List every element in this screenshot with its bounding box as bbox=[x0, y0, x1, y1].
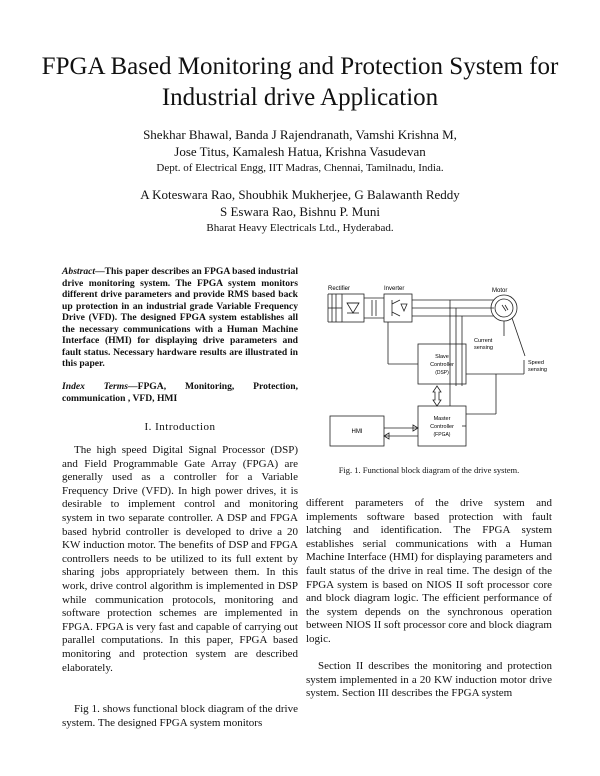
index-terms bbox=[62, 381, 298, 404]
label-master-2: Controller bbox=[430, 424, 454, 430]
authors-line-3: A Koteswara Rao, Shoubhik Mukherjee, G Balawanth Reddy bbox=[140, 187, 460, 202]
label-master-3: (FPGA) bbox=[433, 432, 451, 438]
label-slave-3: (DSP) bbox=[435, 370, 449, 376]
abstract-text: —This paper describes an FPGA based industrial drive monitoring system. The FPGA system monitors different drive parameters and provide RMS based back up protection in an industrial grade Variable Frequency Drive (VFD). The designed FPGA system establishes all the necessary communications with a Human Machine Interface (HMI) for displaying drive parameters and fault status. Necessary hardware results are illustrated in this paper. bbox=[62, 266, 298, 369]
paper-title bbox=[0, 51, 600, 113]
intro-paragraph-4: Section II describes the monitoring and protection system implemented in a 20 KW induction motor drive system. Section III describes the FPGA system bbox=[306, 660, 552, 700]
authors-line-4: S Eswara Rao, Bishnu P. Muni bbox=[220, 204, 380, 219]
figure-caption: Fig. 1. Functional block diagram of the drive system. bbox=[338, 465, 520, 475]
intro-paragraph-3: different parameters of the drive system and implements software based protection with fault latching and identification. The FPGA system establishes serial communications with a Human Machine Interface (HMI) for displaying parameters and fault status of the drive in real time. The design of the FPGA system is based on NIOS II soft processor core and block diagram logic. The efficient performance of the system depends on the synchronous operation between NIOS II soft processor core and block diagram logic. bbox=[306, 497, 552, 645]
label-motor: Motor bbox=[492, 288, 508, 294]
authors-line-2: Jose Titus, Kamalesh Hatua, Krishna Vasudevan bbox=[174, 144, 426, 159]
title-line-1: FPGA Based Monitoring and Protection System for bbox=[41, 53, 559, 80]
affiliation-1: Dept. of Electrical Engg, IIT Madras, Chennai, Tamilnadu, India. bbox=[156, 162, 444, 174]
author-block-1 bbox=[0, 126, 600, 177]
label-inverter: Inverter bbox=[384, 286, 405, 292]
title-line-2: Industrial drive Application bbox=[161, 84, 439, 111]
label-current-sensing-2: sensing bbox=[474, 345, 493, 351]
label-hmi: HMI bbox=[351, 429, 363, 435]
author-block-2 bbox=[0, 186, 600, 237]
abstract-label: Abstract bbox=[62, 266, 96, 277]
label-slave-2: Controller bbox=[430, 362, 454, 368]
intro-paragraph-1: The high speed Digital Signal Processor (DSP) and Field Programmable Gate Array (FPGA) are generally used as a controller for a Variable Frequency Drive (VFD). In high power drives, it is desirable to implement control and monitoring system in two separate controller. A DSP and FPGA based hybrid controller is developed to drive a 20 KW induction motor. The benefits of DSP and FPGA controllers needs to be utilized to its full extent by sharing jobs appropriately between them. In this work, drive control algorithm is implemented in DSP while communication protocols, monitoring and software protection schemes are implemented in FPGA. FPGA is very fast and capable of carrying out parallel computations. In this paper, FPGA based monitoring and protection system are described elaborately. bbox=[62, 444, 298, 674]
label-master-1: Master bbox=[433, 416, 451, 422]
affiliation-2: Bharat Heavy Electricals Ltd., Hyderabad. bbox=[206, 222, 394, 234]
index-terms-label: Index Terms bbox=[62, 381, 128, 392]
label-speed-sensing-2: sensing bbox=[528, 367, 547, 373]
authors-line-1: Shekhar Bhawal, Banda J Rajendranath, Vamshi Krishna M, bbox=[143, 127, 457, 142]
section-heading: I. Introduction bbox=[144, 421, 216, 433]
label-speed-sensing-1: Speed bbox=[528, 360, 544, 366]
index-terms-text: —FPGA, Monitoring, Protection, communication , VFD, HMI bbox=[62, 381, 298, 404]
intro-paragraph-2: Fig 1. shows functional block diagram of the drive system. The designed FPGA system monitors bbox=[62, 703, 298, 729]
label-slave-1: Slave bbox=[435, 354, 449, 360]
block-diagram bbox=[322, 278, 554, 454]
label-rectifier: Rectifier bbox=[328, 286, 351, 292]
abstract bbox=[62, 266, 298, 370]
label-current-sensing-1: Current bbox=[474, 338, 493, 344]
